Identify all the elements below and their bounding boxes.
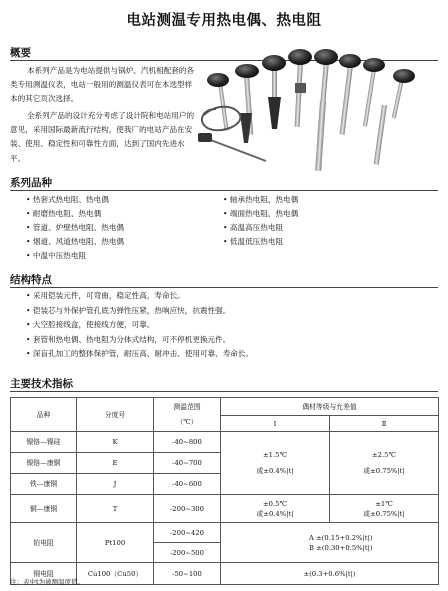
table-cell-code: K: [77, 432, 154, 453]
table-cell-range: -40~700: [154, 453, 221, 474]
overview-paragraph-2: 全系列产品的设计充分考虑了设计院和电站用户的意见，采用国际最新流行结构，使我厂的电站产品在安装、使用、稳定性和可靠性方面，达到了国内先进水平。: [10, 111, 195, 163]
list-item: • 烟道、风道热电阻、热电偶: [26, 235, 124, 249]
tolerance-cu: ±(0.3+0.6%|t|): [221, 563, 439, 585]
list-item: • 管道、炉壁热电阻、热电偶: [26, 221, 124, 235]
list-item: • 耐磨热电阻、热电偶: [26, 207, 124, 221]
table-cell-name: 铜—康铜: [11, 495, 77, 523]
structure-list: [26, 289, 253, 362]
table-cell-code: Pt100: [77, 523, 154, 563]
page-title: 电站测温专用热电偶、热电阻: [126, 12, 322, 29]
tolerance-t-class-1: [221, 495, 330, 523]
series-left-list: [26, 193, 124, 263]
tolerance-value: 或±0.75%|t|: [363, 509, 405, 518]
structure-rule: [10, 287, 438, 288]
table-cell-code: T: [77, 495, 154, 523]
table-cell-name: 铁—康铜: [11, 474, 77, 495]
table-cell-range: -200~300: [154, 495, 221, 523]
tolerance-value: A ±(0.15+0.2%|t|): [309, 533, 373, 542]
list-item: • 高温高压热电阻: [223, 221, 298, 235]
table-note: 注：表中t为被测温度值。: [10, 578, 85, 586]
tolerance-value: 或±0.4%|t|: [256, 467, 294, 475]
series-rule: [10, 190, 438, 191]
list-item: • 热套式热电阻、热电偶: [26, 193, 124, 207]
specs-heading: 主要技术指标: [10, 378, 73, 390]
list-item: • 端面热电阻、热电偶: [223, 207, 298, 221]
table-cell-range: -40~800: [154, 432, 221, 453]
tolerance-value: 或±0.75%|t|: [363, 467, 405, 475]
table-cell-name: 铂电阻: [11, 523, 77, 563]
header-tolerance: 偶材等级与允差值: [221, 398, 439, 416]
series-heading: 系列品种: [10, 177, 52, 189]
series-right-list: [223, 193, 298, 249]
tolerance-pt: [221, 523, 439, 563]
table-cell-range: -200~420: [154, 523, 221, 543]
list-item: • 低温低压热电阻: [223, 235, 298, 249]
header-name: 品种: [11, 398, 77, 432]
table-cell-range: -40~600: [154, 474, 221, 495]
product-photo: [196, 43, 440, 173]
table-cell-code: E: [77, 453, 154, 474]
specs-rule: [10, 391, 438, 392]
list-item: • 中温中压热电阻: [26, 249, 124, 263]
tolerance-value: B ±(0.30+0.5%|t|): [309, 543, 373, 552]
list-item: • 套管和热电偶、热电阻为分体式结构，可不停机更换元件。: [26, 333, 253, 348]
table-cell-name: 镍铬—康铜: [11, 453, 77, 474]
header-range: [154, 398, 221, 432]
table-cell-range: -200~500: [154, 543, 221, 563]
overview-paragraph-1: 本系列产品是为电站提供与锅炉、汽机相配套的各类专用测温仪表，电站一般用的测温仪表可在本选型样本的其它页次选择。: [10, 66, 195, 104]
tolerance-t-class-2: [330, 495, 439, 523]
list-item: • 铠装芯与外保护管孔底为弹性压紧，热响应快，抗震性强。: [26, 304, 253, 319]
table-cell-name: 铜电阻: [11, 563, 77, 585]
tolerance-value: ±1℃: [375, 499, 393, 508]
table-cell-code: J: [77, 474, 154, 495]
header-range-unit: （℃）: [176, 418, 198, 426]
tolerance-value: ±2.5℃: [371, 451, 397, 459]
table-cell-range: -50~100: [154, 563, 221, 585]
header-class-2: Ⅱ: [330, 416, 439, 432]
structure-heading: 结构特点: [10, 274, 52, 286]
list-item: • 深盲孔加工的整体保护管，耐压高、耐冲击、使用可靠、寿命长。: [26, 347, 253, 362]
tolerance-ket-class-2: [330, 432, 439, 495]
header-class-1: Ⅰ: [221, 416, 330, 432]
list-item: • 轴承热电阻、热电偶: [223, 193, 298, 207]
list-item: • 大空腔接线盒，使接线方便，可靠。: [26, 318, 253, 333]
tolerance-value: ±1.5℃: [262, 451, 288, 459]
tolerance-ket-class-1: [221, 432, 330, 495]
overview-heading: 概要: [10, 47, 31, 59]
list-item: • 采用铠装元件，可弯曲，稳定性高，寿命长。: [26, 289, 253, 304]
header-range-label: 测温范围: [173, 403, 201, 411]
header-code: 分度号: [77, 398, 154, 432]
tolerance-value: ±0.5℃: [262, 499, 288, 508]
table-cell-code: Cu100（Cu50）: [77, 563, 154, 585]
table-cell-name: 镍铬—镍硅: [11, 432, 77, 453]
specs-table: [10, 397, 439, 585]
tolerance-value: 或±0.4%|t|: [256, 509, 294, 518]
